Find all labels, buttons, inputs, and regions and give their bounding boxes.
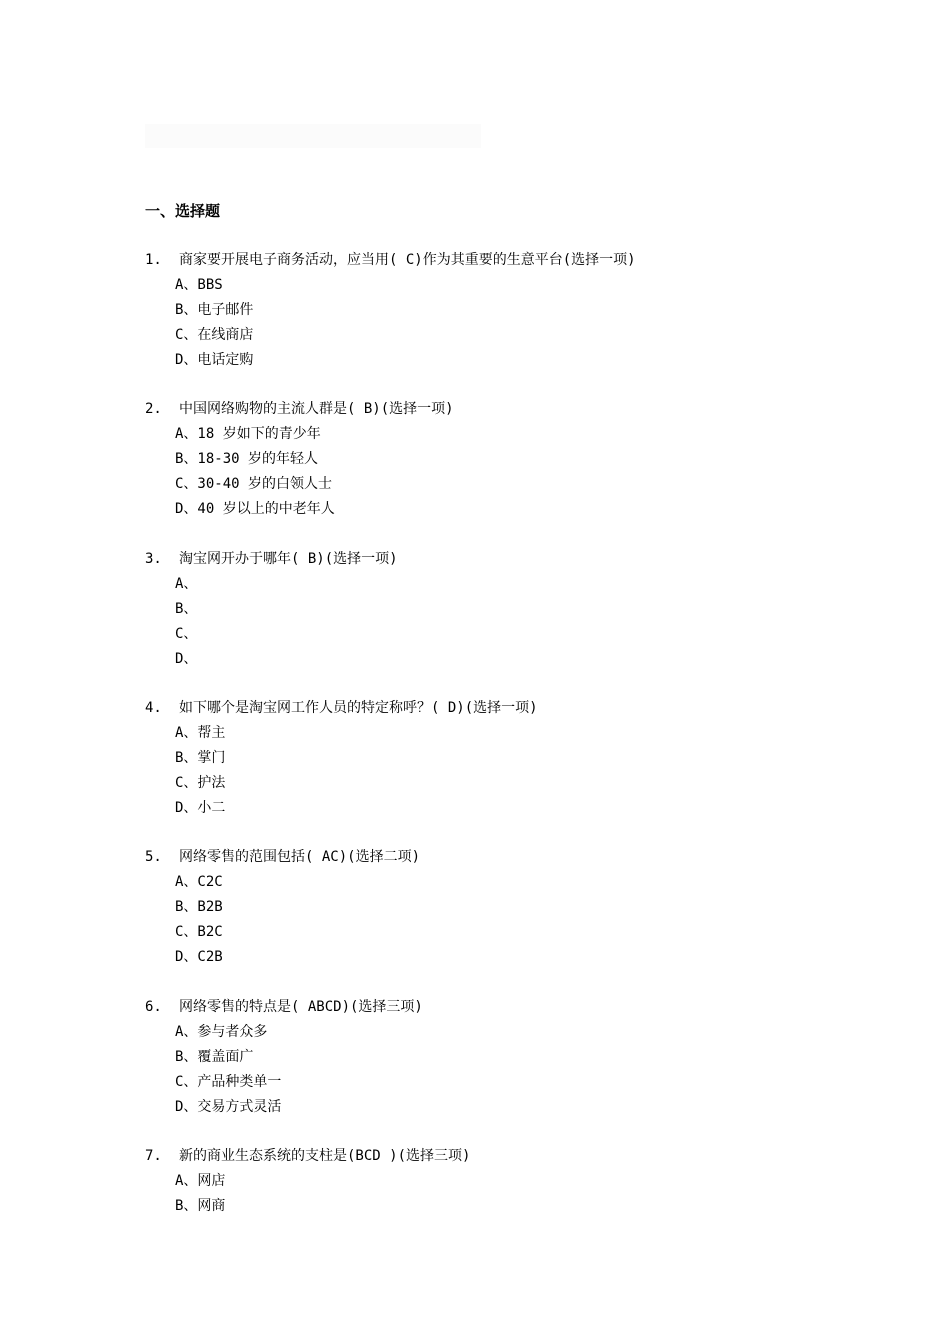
option-b: B、B2B — [175, 899, 223, 915]
option-a: A、 — [175, 576, 198, 592]
option-d: D、C2B — [175, 949, 223, 965]
option-c: C、产品种类单一 — [175, 1074, 282, 1090]
question-3 — [145, 547, 865, 672]
question-number: 4. — [145, 700, 162, 716]
option-a: A、参与者众多 — [175, 1024, 268, 1040]
question-2 — [145, 397, 865, 522]
question-row — [145, 248, 865, 273]
question-number: 6. — [145, 999, 162, 1015]
question-1 — [145, 248, 865, 373]
question-text: 网络零售的范围包括( AC)(选择二项) — [179, 849, 421, 865]
question-text: 中国网络购物的主流人群是( B)(选择一项) — [179, 401, 454, 417]
question-number: 2. — [145, 401, 162, 417]
option-d: D、电话定购 — [175, 352, 254, 368]
option-d: D、40 岁以上的中老年人 — [175, 501, 335, 517]
option-b: B、覆盖面广 — [175, 1049, 254, 1065]
option-b: B、掌门 — [175, 750, 226, 766]
option-b: B、18-30 岁的年轻人 — [175, 451, 319, 467]
question-7 — [145, 1144, 865, 1219]
question-6 — [145, 995, 865, 1120]
option-d: D、交易方式灵活 — [175, 1099, 282, 1115]
option-c: C、护法 — [175, 775, 226, 791]
option-d: D、小二 — [175, 800, 226, 816]
question-row — [145, 1144, 865, 1169]
question-text: 淘宝网开办于哪年( B)(选择一项) — [179, 551, 398, 567]
header-band — [145, 124, 481, 148]
question-row — [145, 696, 865, 721]
question-text: 如下哪个是淘宝网工作人员的特定称呼？( D)(选择一项) — [179, 700, 538, 716]
option-d: D、 — [175, 651, 198, 667]
question-row — [145, 845, 865, 870]
question-number: 3. — [145, 551, 162, 567]
option-c: C、 — [175, 626, 198, 642]
question-row — [145, 547, 865, 572]
option-a: A、帮主 — [175, 725, 226, 741]
option-b: B、网商 — [175, 1198, 226, 1214]
question-text: 新的商业生态系统的支柱是(BCD )(选择三项) — [179, 1148, 471, 1164]
question-number: 1. — [145, 252, 162, 268]
option-c: C、在线商店 — [175, 327, 254, 343]
option-c: C、30-40 岁的白领人士 — [175, 476, 333, 492]
question-text: 网络零售的特点是( ABCD)(选择三项) — [179, 999, 423, 1015]
question-row — [145, 397, 865, 422]
question-row — [145, 995, 865, 1020]
option-c: C、B2C — [175, 924, 223, 940]
option-a: A、网店 — [175, 1173, 226, 1189]
question-number: 5. — [145, 849, 162, 865]
option-a: A、C2C — [175, 874, 223, 890]
option-b: B、电子邮件 — [175, 302, 254, 318]
option-b: B、 — [175, 601, 198, 617]
option-a: A、BBS — [175, 277, 223, 293]
question-5 — [145, 845, 865, 970]
question-4 — [145, 696, 865, 821]
section-title: 一、选择题 — [145, 202, 221, 220]
question-text: 商家要开展电子商务活动，应当用( C)作为其重要的生意平台(选择一项) — [179, 252, 636, 268]
question-number: 7. — [145, 1148, 162, 1164]
option-a: A、18 岁如下的青少年 — [175, 426, 321, 442]
